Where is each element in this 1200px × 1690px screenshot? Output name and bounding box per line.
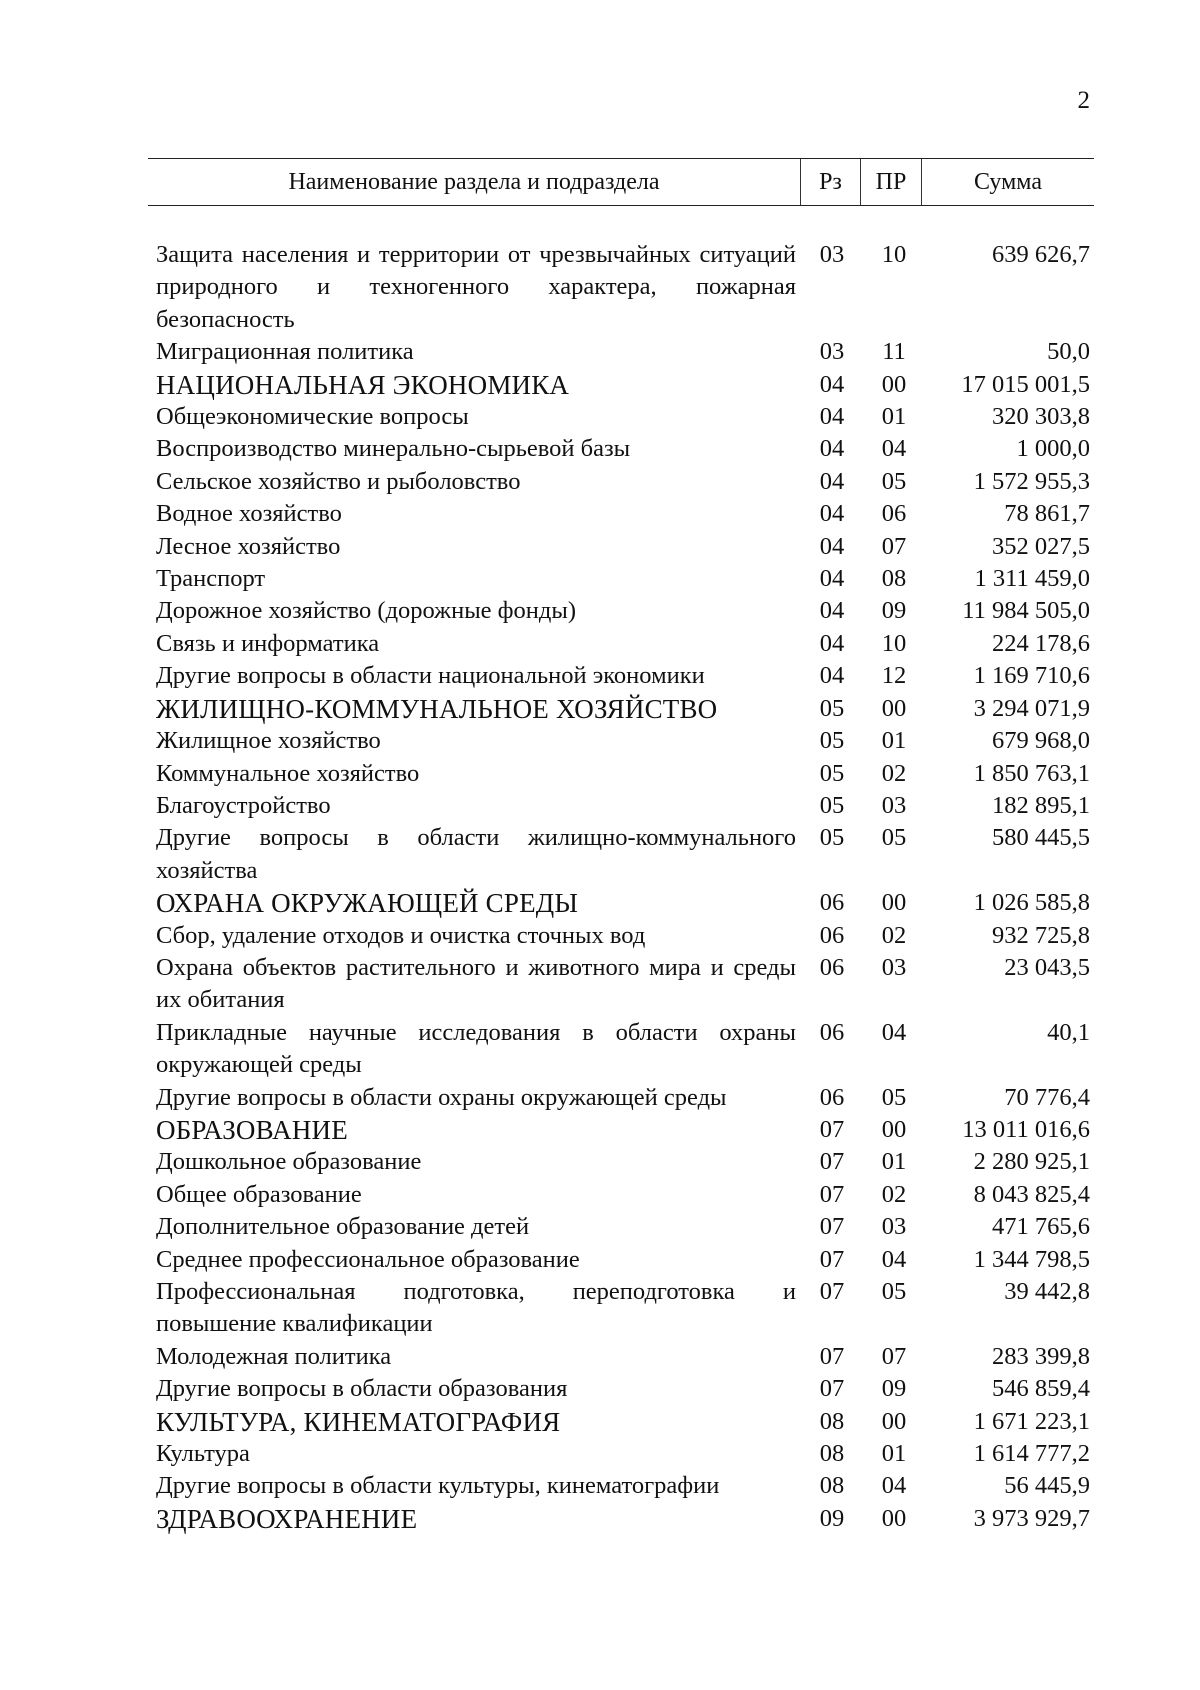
row-pr: 07 (881, 1342, 907, 1370)
row-name: Дошкольное образование (156, 1148, 422, 1176)
header-pr: ПР (860, 159, 922, 205)
row-rz: 07 (819, 1278, 845, 1305)
row-pr: 08 (881, 565, 907, 593)
row-sum: 1 311 459,0 (974, 565, 1090, 593)
row-sum: 1 850 763,1 (973, 759, 1090, 787)
row-name: ОБРАЗОВАНИЕ (156, 1114, 348, 1145)
row-pr: 00 (881, 694, 907, 722)
row-pr: 09 (881, 1375, 907, 1403)
table-row (148, 1373, 1094, 1405)
row-rz: 04 (819, 435, 845, 463)
row-rz: 06 (819, 889, 845, 917)
row-name: Другие вопросы в области жилищно-коммунального хозяйства (156, 824, 796, 884)
table-row (148, 1438, 1094, 1470)
row-sum: 3 973 929,7 (973, 1504, 1090, 1532)
row-sum: 8 043 825,4 (973, 1180, 1090, 1208)
row-sum: 1 614 777,2 (973, 1440, 1090, 1468)
row-name: Благоустройство (156, 791, 331, 819)
row-sum: 283 399,8 (992, 1342, 1090, 1370)
row-rz: 04 (819, 597, 845, 625)
table-row (148, 498, 1094, 530)
row-name: Среднее профессиональное образование (156, 1245, 580, 1273)
row-pr: 05 (881, 824, 907, 852)
row-rz: 05 (819, 791, 845, 819)
table-row (148, 1470, 1094, 1502)
row-name: НАЦИОНАЛЬНАЯ ЭКОНОМИКА (156, 369, 570, 400)
table-row (148, 1146, 1094, 1178)
row-pr: 02 (881, 1180, 907, 1208)
row-sum: 182 895,1 (992, 791, 1090, 819)
table-row (148, 920, 1094, 952)
row-rz: 04 (819, 662, 845, 690)
row-rz: 08 (819, 1440, 845, 1468)
table-row (148, 628, 1094, 660)
row-rz: 04 (819, 500, 845, 528)
row-name: Другие вопросы в области культуры, кинематографии (156, 1472, 720, 1500)
row-sum: 39 442,8 (1004, 1278, 1090, 1305)
row-rz: 04 (819, 467, 845, 495)
row-name: Воспроизводство минерально-сырьевой базы (156, 435, 631, 463)
header-rz: Рз (800, 159, 860, 205)
row-rz: 07 (819, 1115, 845, 1143)
row-pr: 10 (881, 241, 907, 268)
row-name: Культура (156, 1440, 250, 1468)
row-rz: 06 (819, 953, 845, 981)
row-sum: 1 000,0 (1016, 435, 1090, 463)
row-pr: 02 (881, 759, 907, 787)
row-pr: 00 (881, 1504, 907, 1532)
table-row (148, 660, 1094, 692)
section-row (148, 1503, 1094, 1535)
row-rz: 04 (819, 532, 845, 560)
row-sum: 78 861,7 (1004, 500, 1090, 528)
row-name: Лесное хозяйство (156, 532, 341, 560)
row-pr: 00 (881, 889, 907, 917)
section-row (148, 693, 1094, 725)
row-sum: 1 344 798,5 (973, 1245, 1090, 1273)
row-sum: 3 294 071,9 (973, 694, 1090, 722)
row-sum: 50,0 (1047, 338, 1090, 366)
row-name: Защита населения и территории от чрезвычайных ситуаций природного и техногенного характера, пожарная безопасность (156, 241, 796, 333)
row-pr: 12 (881, 662, 907, 690)
row-sum: 2 280 925,1 (973, 1148, 1090, 1176)
row-name: Общее образование (156, 1180, 362, 1208)
row-pr: 04 (881, 435, 907, 463)
row-name: Молодежная политика (156, 1342, 392, 1370)
row-pr: 05 (881, 1278, 907, 1305)
table-row (148, 239, 1094, 336)
table-row (148, 1211, 1094, 1243)
section-row (148, 369, 1094, 401)
row-name: Связь и информатика (156, 629, 380, 657)
row-sum: 1 026 585,8 (973, 889, 1090, 917)
table-row (148, 433, 1094, 465)
table-row (148, 952, 1094, 1017)
row-sum: 1 572 955,3 (973, 467, 1090, 495)
row-sum: 224 178,6 (992, 629, 1090, 657)
row-rz: 06 (819, 1083, 845, 1111)
row-rz: 04 (819, 370, 845, 398)
row-sum: 23 043,5 (1004, 953, 1090, 981)
table-row (148, 1082, 1094, 1114)
row-pr: 04 (881, 1245, 907, 1273)
section-row (148, 1406, 1094, 1438)
table-row (148, 1276, 1094, 1341)
row-name: Другие вопросы в области национальной экономики (156, 662, 705, 690)
row-sum: 471 765,6 (992, 1213, 1090, 1241)
table-row (148, 466, 1094, 498)
row-pr: 00 (881, 370, 907, 398)
row-name: Миграционная политика (156, 338, 414, 366)
row-pr: 03 (881, 791, 907, 819)
row-name: Общеэкономические вопросы (156, 403, 469, 431)
row-rz: 09 (819, 1504, 845, 1532)
row-pr: 07 (881, 532, 907, 560)
row-pr: 03 (881, 953, 907, 981)
row-name: Сбор, удаление отходов и очистка сточных вод (156, 921, 646, 949)
row-sum: 40,1 (1047, 1018, 1090, 1046)
table-row (148, 401, 1094, 433)
row-name: ЖИЛИЩНО-КОММУНАЛЬНОЕ ХОЗЯЙСТВО (156, 693, 718, 724)
row-name: ОХРАНА ОКРУЖАЮЩЕЙ СРЕДЫ (156, 888, 579, 919)
row-rz: 05 (819, 824, 845, 852)
row-pr: 00 (881, 1407, 907, 1435)
row-rz: 06 (819, 1018, 845, 1046)
row-name: Жилищное хозяйство (156, 727, 381, 755)
table-row (148, 1017, 1094, 1082)
table-row (148, 1179, 1094, 1211)
row-rz: 04 (819, 403, 845, 431)
row-sum: 320 303,8 (992, 403, 1090, 431)
row-name: Другие вопросы в области охраны окружающей среды (156, 1083, 727, 1111)
row-pr: 11 (882, 338, 906, 366)
row-sum: 546 859,4 (992, 1375, 1090, 1403)
row-sum: 932 725,8 (992, 921, 1090, 949)
budget-table (148, 158, 1094, 1535)
section-row (148, 887, 1094, 919)
table-row (148, 595, 1094, 627)
row-pr: 01 (881, 1440, 907, 1468)
row-rz: 06 (819, 921, 845, 949)
row-pr: 05 (881, 467, 907, 495)
row-sum: 17 015 001,5 (961, 370, 1090, 398)
row-pr: 05 (881, 1083, 907, 1111)
row-pr: 00 (881, 1115, 907, 1143)
row-rz: 07 (819, 1180, 845, 1208)
table-row (148, 1341, 1094, 1373)
row-rz: 07 (819, 1148, 845, 1176)
row-rz: 07 (819, 1342, 845, 1370)
row-rz: 04 (819, 629, 845, 657)
row-rz: 08 (819, 1472, 845, 1500)
row-rz: 05 (819, 759, 845, 787)
row-rz: 07 (819, 1245, 845, 1273)
row-sum: 13 011 016,6 (962, 1115, 1090, 1143)
row-rz: 05 (819, 727, 845, 755)
row-name: Водное хозяйство (156, 500, 342, 528)
section-row (148, 1114, 1094, 1146)
row-pr: 10 (881, 629, 907, 657)
table-row (148, 758, 1094, 790)
row-pr: 01 (881, 403, 907, 431)
table-row (148, 563, 1094, 595)
row-name: КУЛЬТУРА, КИНЕМАТОГРАФИЯ (156, 1406, 561, 1437)
row-name: Коммунальное хозяйство (156, 759, 420, 787)
row-sum: 679 968,0 (992, 727, 1090, 755)
row-rz: 03 (819, 241, 845, 268)
table-row (148, 725, 1094, 757)
row-name: Прикладные научные исследования в области охраны окружающей среды (156, 1018, 796, 1079)
row-sum: 639 626,7 (992, 241, 1090, 268)
row-name: Другие вопросы в области образования (156, 1375, 568, 1403)
row-sum: 56 445,9 (1004, 1472, 1090, 1500)
header-name: Наименование раздела и подраздела (288, 168, 660, 195)
row-sum: 11 984 505,0 (962, 597, 1090, 625)
row-pr: 01 (881, 1148, 907, 1176)
table-row (148, 531, 1094, 563)
row-rz: 07 (819, 1375, 845, 1403)
row-sum: 1 671 223,1 (973, 1407, 1090, 1435)
row-rz: 08 (819, 1407, 845, 1435)
row-rz: 04 (819, 565, 845, 593)
row-sum: 1 169 710,6 (973, 662, 1090, 690)
table-row (148, 822, 1094, 887)
table-row (148, 790, 1094, 822)
row-name: ЗДРАВООХРАНЕНИЕ (156, 1503, 418, 1534)
row-name: Транспорт (156, 565, 266, 593)
row-rz: 03 (819, 338, 845, 366)
row-pr: 01 (881, 727, 907, 755)
table-row (148, 336, 1094, 368)
header-sum: Сумма (974, 168, 1042, 195)
row-pr: 03 (881, 1213, 907, 1241)
row-name: Профессиональная подготовка, переподготовка и повышение квалификации (156, 1278, 796, 1338)
row-name: Сельское хозяйство и рыболовство (156, 467, 521, 495)
row-rz: 05 (819, 694, 845, 722)
row-name: Дорожное хозяйство (дорожные фонды) (156, 597, 577, 625)
row-sum: 580 445,5 (992, 824, 1090, 852)
row-pr: 04 (881, 1018, 907, 1046)
table-body (148, 206, 1094, 1535)
table-header (148, 158, 1094, 206)
table-row (148, 1244, 1094, 1276)
page-number: 2 (1077, 87, 1090, 114)
row-rz: 07 (819, 1213, 845, 1241)
row-sum: 70 776,4 (1004, 1083, 1090, 1111)
row-sum: 352 027,5 (992, 532, 1090, 560)
row-pr: 06 (881, 500, 907, 528)
row-name: Охрана объектов растительного и животного мира и среды их обитания (156, 953, 796, 1014)
row-name: Дополнительное образование детей (156, 1213, 530, 1241)
row-pr: 02 (881, 921, 907, 949)
row-pr: 09 (881, 597, 907, 625)
row-pr: 04 (881, 1472, 907, 1500)
